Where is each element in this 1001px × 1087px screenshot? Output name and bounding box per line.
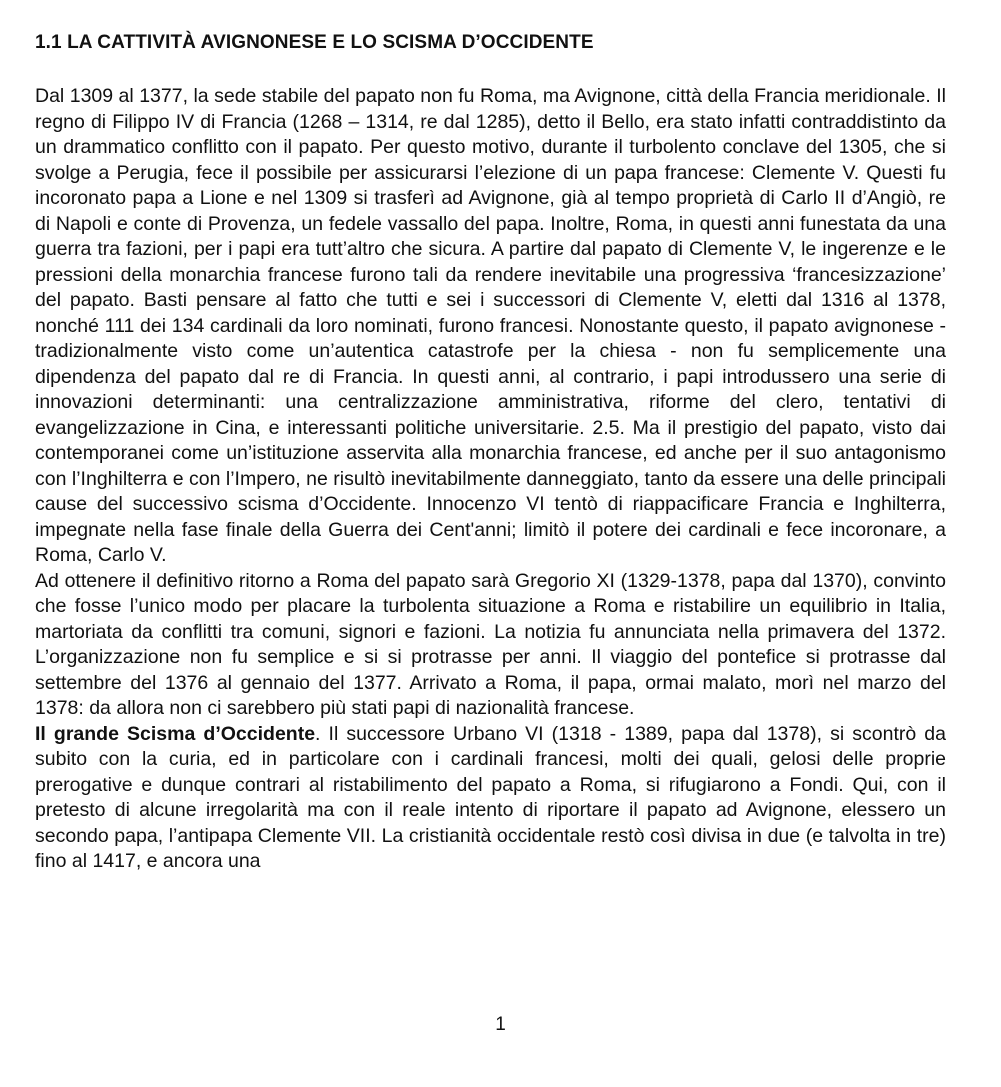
paragraph-return-to-rome: Ad ottenere il definitivo ritorno a Roma del papato sarà Gregorio XI (1329-1378, papa dal 1370), convinto che fosse l’unico modo per placare la turbolenta situazione a Roma e ristabilire un equilibrio in Italia, martoriata da conflitti tra comuni, signori e fazioni. La notizia fu annunciata nella primavera del 1372. L’organizzazione non fu semplice e si si protrasse per anni. Il viaggio del pontefice si protrasse dal settembre del 1376 al gennaio del 1377. Arrivato a Roma, il papa, ormai malato, morì nel marzo del 1378: da allora non ci sarebbero più stati papi di nazionalità francese. bbox=[35, 569, 946, 719]
document-page bbox=[35, 30, 946, 875]
paragraph-bold-lead: Il grande Scisma d’Occidente bbox=[35, 722, 316, 745]
paragraph-body-text: . Il successore Urbano VI (1318 - 1389, papa dal 1378), si scontrò da subito con la curia, ed in particolare con i cardinali francesi, molti dei quali, gelosi delle proprie prerogative e dunque contrari al ristabilimento del papato a Roma, si rifugiarono a Fondi. Qui, con il pretesto di alcune irregolarità ma con il reale intento di riportare il papato ad Avignone, elessero un secondo papa, l’antipapa Clemente VII. La cristianità occidentale restò così divisa in due (e talvolta in tre) fino al 1417, e ancora una bbox=[35, 722, 946, 872]
paragraph-avignon-papacy: Dal 1309 al 1377, la sede stabile del papato non fu Roma, ma Avignone, città della Francia meridionale. Il regno di Filippo IV di Francia (1268 – 1314, re dal 1285), detto il Bello, era stato infatti contraddistinto da un drammatico conflitto con il papato. Per questo motivo, durante il turbolento conclave del 1305, che si svolge a Perugia, fece il possibile per assicurarsi l’elezione di un papa francese: Clemente V. Questi fu incoronato papa a Lione e nel 1309 si trasferì ad Avignone, già al tempo proprietà di Carlo II d’Angiò, re di Napoli e conte di Provenza, un fedele vassallo del papa. Inoltre, Roma, in questi anni funestata da una guerra tra fazioni, per i papi era tutt’altro che sicura. A partire dal papato di Clemente V, le ingerenze e le pressioni della monarchia francese furono tali da rendere inevitabile una progressiva ‘francesizzazione’ del papato. Basti pensare al fatto che tutti e sei i successori di Clemente V, eletti dal 1316 al 1378, nonché 111 dei 134 cardinali da loro nominati, furono francesi. Nonostante questo, il papato avignonese - tradizionalmente visto come un’autentica catastrofe per la chiesa - non fu semplicemente una dipendenza del papato dal re di Francia. In questi anni, al contrario, i papi introdussero una serie di innovazioni determinanti: una centralizzazione amministrativa, riforme del clero, tentativi di evangelizzazione in Cina, e interessanti politiche universitarie. 2.5. Ma il prestigio del papato, visto dai contemporanei come un’istituzione asservita alla monarchia francese, ed anche per il suo antagonismo con l’Inghilterra e con l’Impero, ne risultò inevitabilmente danneggiato, tanto da essere una delle principali cause del successivo scisma d’Occidente. Innocenzo VI tentò di riappacificare Francia e Inghilterra, impegnate nella fase finale della Guerra dei Cent'anni; limitò il potere dei cardinali e fece incoronare, a Roma, Carlo V. bbox=[35, 85, 946, 566]
section-heading: 1.1 LA CATTIVITÀ AVIGNONESE E LO SCISMA D’OCCIDENTE bbox=[35, 32, 594, 53]
paragraph-western-schism bbox=[35, 722, 946, 875]
page-number: 1 bbox=[495, 1014, 506, 1035]
